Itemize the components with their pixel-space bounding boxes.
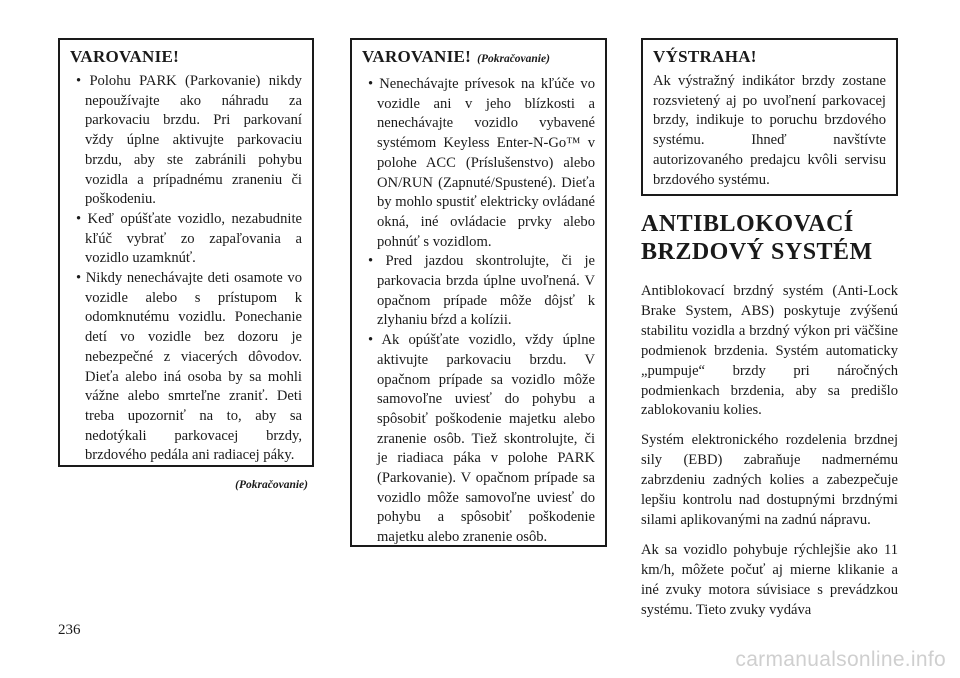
warning-box-middle [350, 38, 607, 547]
list-item: • Pred jazdou skontrolujte, či je parkovacia brzda úplne uvoľnená. V opačnom prípade môže dôjsť k zlyhaniu bŕzd a kolízii. [362, 252, 595, 331]
warning-title: VAROVANIE! [70, 47, 180, 66]
body-paragraph: Antiblokovací brzdný systém (Anti-Lock Brake System, ABS) poskytuje zvýšenú stabilitu vozidla a brzdný výkon pri väčšine podmienok brzdenia. Systém automaticky „pumpuje“ brzdy pri náročných podmienkach brzdenia, aby sa predišlo zablokovaniu kolies. [641, 283, 898, 419]
list-item: • Nikdy nenechávajte deti osamote vo vozidle alebo s prístupom k odomknutému vozidlu. Ponechanie detí vo vozidle bez dozoru je nebezpečné z viacerých dôvodov. Dieťa alebo iná osoba by sa mohli vážne alebo smrteľne zraniť. Deti treba upozorniť na to, aby sa nedotýkali parkovacej brzdy, brzdového pedála ani radiacej páky. [70, 269, 302, 466]
warning-list [70, 72, 302, 466]
watermark: carmanualsonline.info [735, 648, 946, 671]
caution-title: VÝSTRAHA! [653, 47, 757, 66]
page-number: 236 [58, 622, 81, 638]
warning-title-continued [362, 46, 595, 70]
caution-box [641, 38, 898, 196]
body-paragraph: Systém elektronického rozdelenia brzdnej sily (EBD) zabraňuje nadmernému zabrzdeniu zadných kolies a zabezpečuje lepšiu kontrolu nad dostupnými brzdnými silami aplikovanými na zadnú nápravu. [641, 432, 898, 528]
list-item: • Keď opúšťate vozidlo, nezabudnite kľúč vybrať zo zapaľovania a vozidlo uzamknúť. [70, 210, 302, 269]
middle-column [350, 38, 607, 547]
section-title-line: ANTIBLOKOVACÍ [641, 211, 854, 237]
continuation-label: (Pokračovanie) [477, 53, 550, 65]
section-title [641, 210, 898, 266]
right-column [641, 38, 898, 631]
warning-title: VAROVANIE! [362, 47, 472, 66]
continuation-note: (Pokračovanie) [235, 479, 308, 491]
left-column [58, 38, 314, 467]
caution-text: Ak výstražný indikátor brzdy zostane rozsvietený aj po uvoľnení parkovacej brzdy, indikuje to poruchu brzdového systému. Ihneď navštívte autorizovaného predajcu kvôli servisu brzdového systému. [653, 73, 886, 188]
list-item: • Ak opúšťate vozidlo, vždy úplne aktivujte parkovaciu brzdu. V opačnom prípade sa vozidlo môže samovoľne uviesť do pohybu a spôsobiť poškodenie majetku alebo zranenie osôb. Tiež skontrolujte, či je riadiaca páka v polohe PARK (Parkovanie). V opačnom prípade sa vozidlo môže samovoľne uviesť do pohybu a spôsobiť poškodenie majetku alebo zranenie osôb. [362, 331, 595, 548]
list-item: • Nenechávajte prívesok na kľúče vo vozidle ani v jeho blízkosti a nenechávajte vozidlo vybavené systémom Keyless Enter-N-Go™ v polohe ACC (Príslušenstvo) alebo ON/RUN (Zapnuté/Spustené). Dieťa by mohlo spustiť elektricky ovládané okná, iné ovládacie prvky alebo pohnúť s vozidlom. [362, 75, 595, 252]
list-item: • Polohu PARK (Parkovanie) nikdy nepoužívajte ako náhradu za parkovaciu brzdu. Pri parkovaní vždy úplne aktivujte parkovaciu brzdu, aby ste zabránili pohybu vozidla a prípadnému zraneniu či poškodeniu. [70, 72, 302, 210]
body-paragraph: Ak sa vozidlo pohybuje rýchlejšie ako 11 km/h, môžete počuť aj mierne klikanie a iné zvuky motora súvisiace s prevádzkou systému. Tieto zvuky vydáva [641, 541, 898, 618]
section-title-line: BRZDOVÝ SYSTÉM [641, 239, 873, 265]
warning-box-left [58, 38, 314, 467]
warning-list [362, 75, 595, 548]
